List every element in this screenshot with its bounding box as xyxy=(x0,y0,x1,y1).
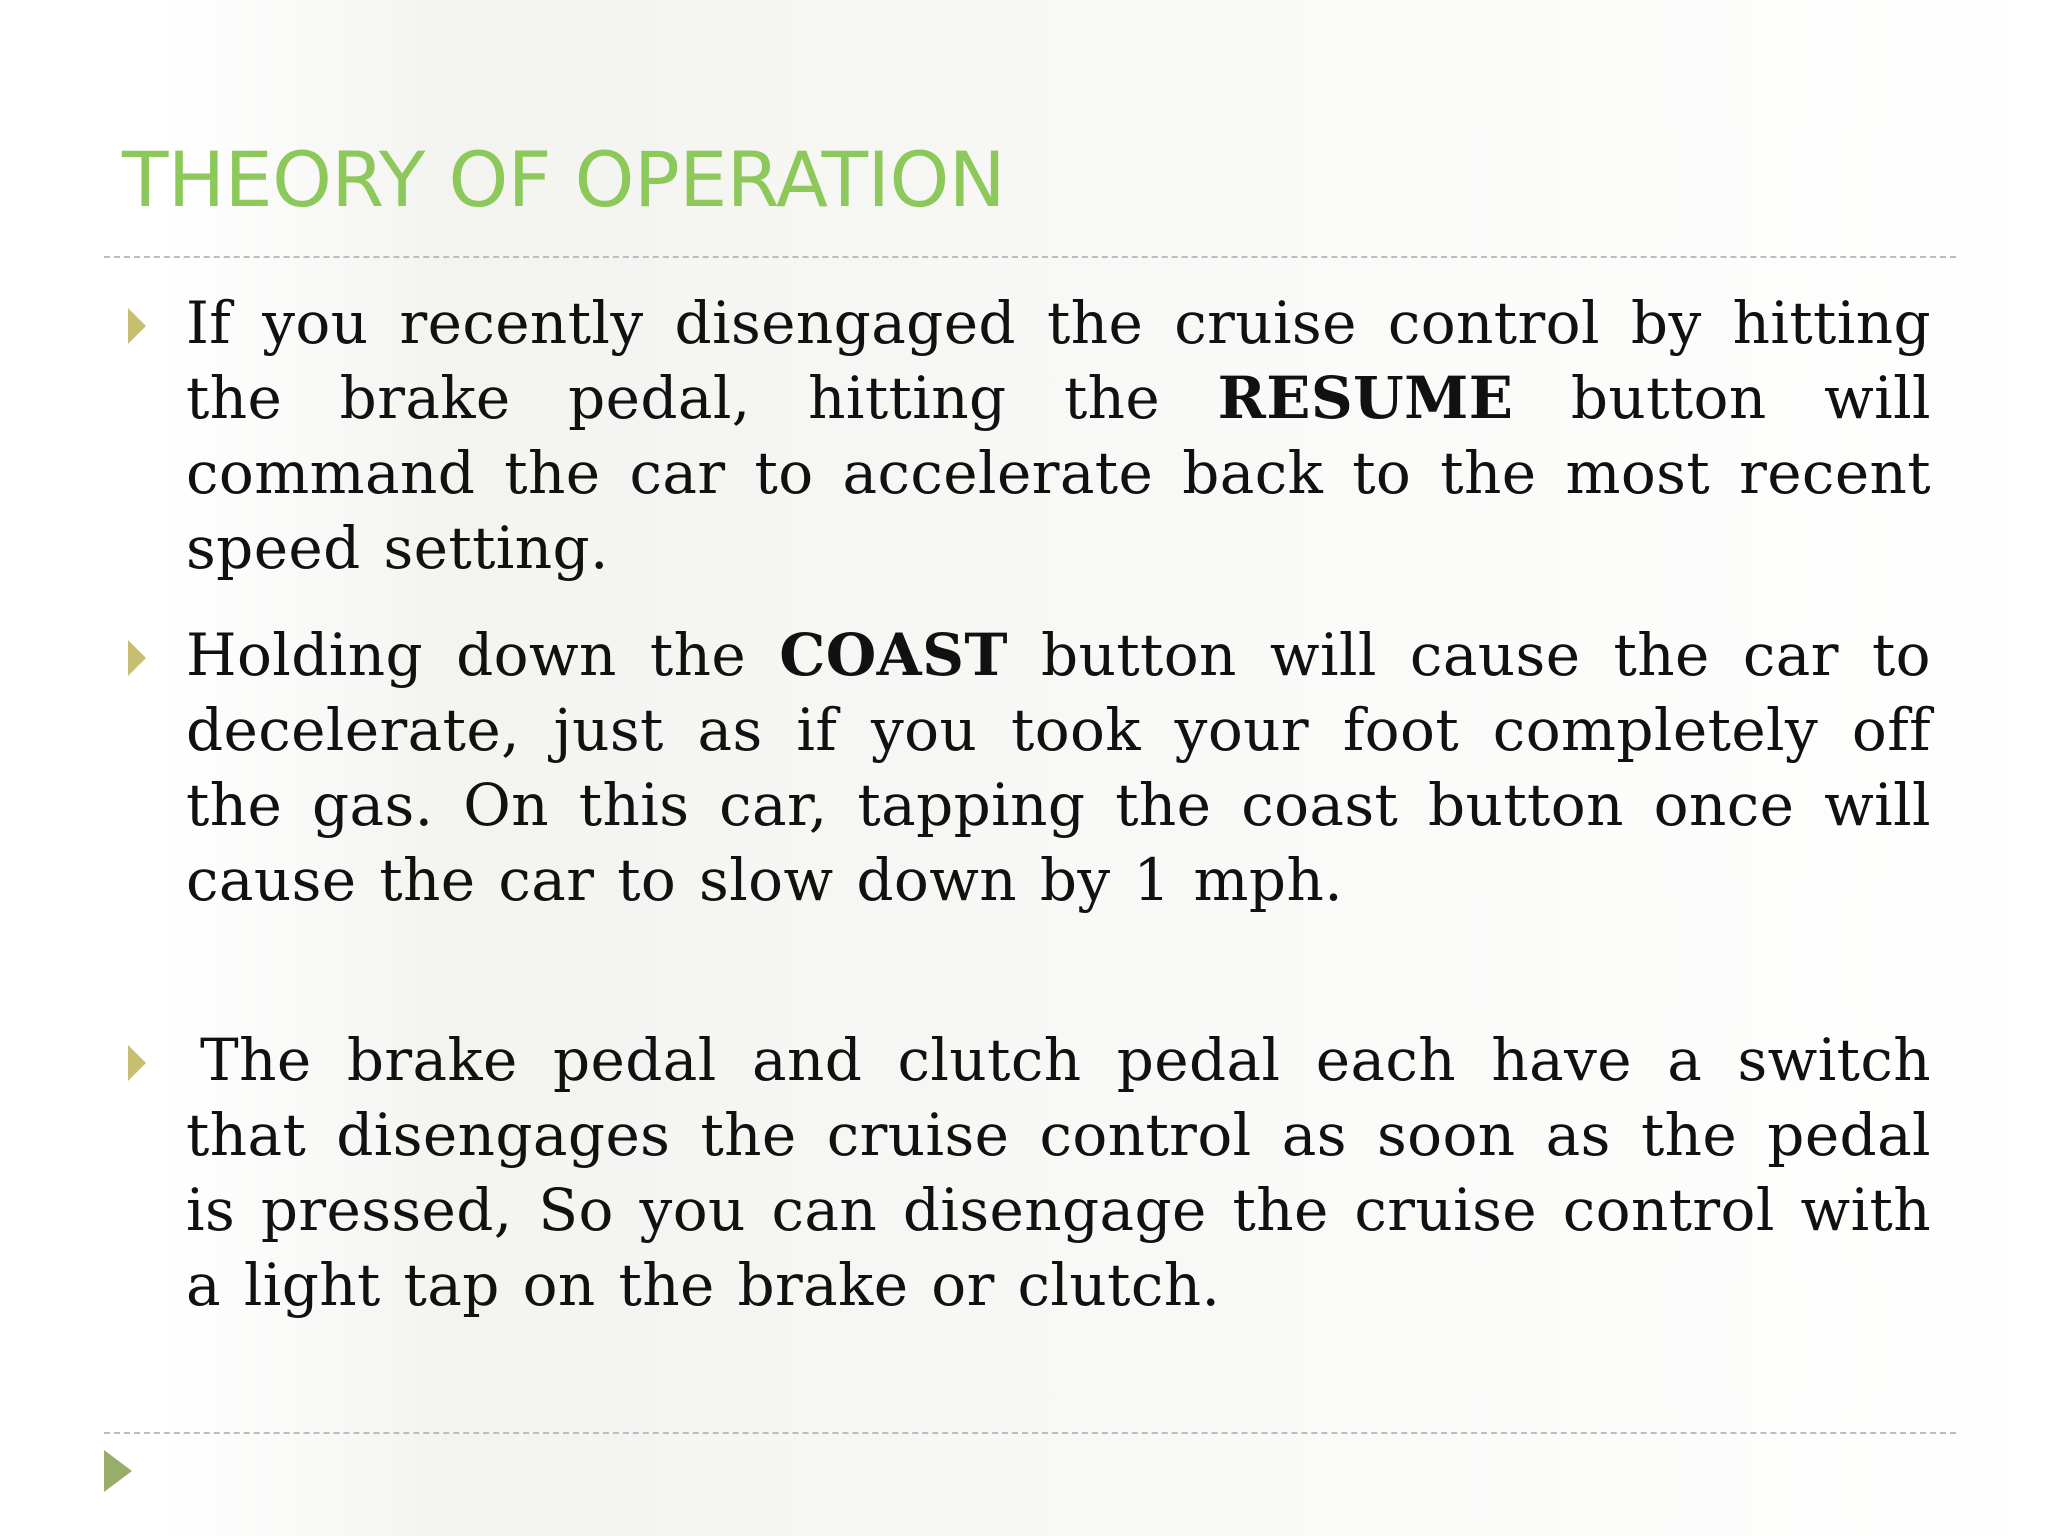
bullet-text-segment: Holding down the xyxy=(186,621,780,689)
bullet-text xyxy=(186,1023,1931,1323)
title-divider xyxy=(104,256,1956,258)
triangle-right-icon xyxy=(128,640,146,676)
coast-label: COAST xyxy=(779,621,1008,689)
bullet-text xyxy=(186,286,1931,586)
bullet-text-segment: button will cause the car to decelerate, just as if you took your foot completely off the gas. On this car, tapping the coast button once will cause the car to slow down by 1 mph. xyxy=(186,621,1931,914)
bullet-text-segment: If you recently disengaged the cruise control by hitting the brake pedal, hitting the xyxy=(186,289,1931,432)
footer-divider xyxy=(104,1432,1956,1434)
triangle-right-icon xyxy=(128,1045,146,1081)
bullet-text-segment: button will command the car to accelerate back to the most recent speed setting. xyxy=(186,364,1931,582)
bullet-text-segment: The brake pedal and clutch pedal each have a switch that disengages the cruise control as soon as the pedal is pressed, So you can disengage the cruise control with a light tap on the brake or clutch. xyxy=(186,1026,1931,1319)
triangle-right-icon xyxy=(128,308,146,344)
triangle-right-icon xyxy=(104,1450,132,1492)
resume-label: RESUME xyxy=(1217,364,1514,432)
bullet-text xyxy=(186,618,1931,918)
slide-title: THEORY OF OPERATION xyxy=(122,135,1006,224)
